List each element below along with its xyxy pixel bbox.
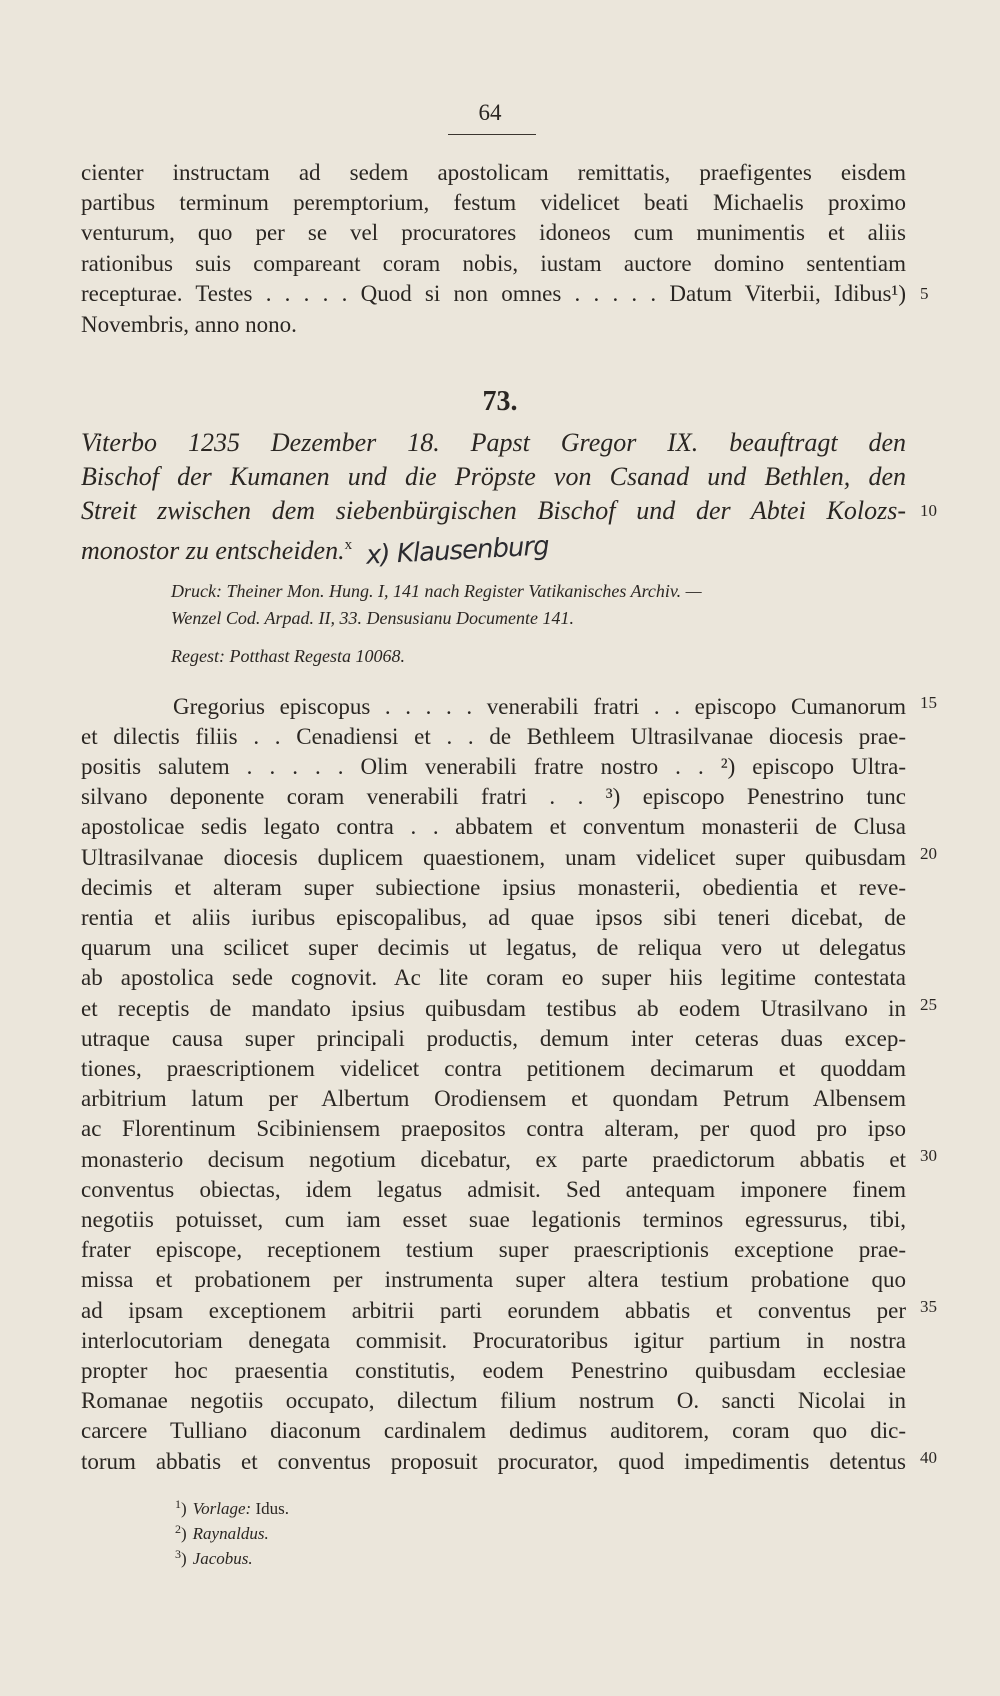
line-number: 5 <box>920 284 929 303</box>
bibliography-druck-2: Wenzel Cod. Arpad. II, 33. Densusianu Documente 141. <box>171 608 574 628</box>
line-number: 35 <box>920 1297 937 1316</box>
text-line: quarum una scilicet super decimis ut legatus, de reliqua vero ut delegatus <box>81 935 906 960</box>
text-line: et receptis de mandato ipsius quibusdam testibus ab eodem Utrasilvano in <box>81 996 906 1021</box>
text-line: apostolicae sedis legato contra . . abbatem et conventum monasterii de Clusa <box>81 814 906 839</box>
handwritten-reference-mark: x <box>344 537 353 553</box>
footnote-extra: Idus. <box>255 1499 289 1518</box>
footnote: $^3$) Jacobus. <box>175 1547 253 1568</box>
heading-line: Streit zwischen dem siebenbürgischen Bischof und der Abtei Kolozs- <box>81 496 906 525</box>
footnote-text: Vorlage: <box>192 1499 252 1518</box>
heading-line: Bischof der Kumanen und die Pröpste von Csanad und Bethlen, den <box>81 462 906 491</box>
text-line: arbitrium latum per Albertum Orodiensem et quondam Petrum Albensem <box>81 1086 906 1111</box>
line-number: 40 <box>920 1448 937 1467</box>
text-line: utraque causa super principali productis, demum inter ceteras duas excep- <box>81 1026 906 1051</box>
text-line: Gregorius episcopus . . . . . venerabili fratri . . episcopo Cumanorum <box>173 694 906 719</box>
text-line: missa et probationem per instrumenta super altera testium probatione quo <box>81 1267 906 1292</box>
text-line: propter hoc praesentia constitutis, eodem Penestrino quibusdam ecclesiae <box>81 1358 906 1383</box>
line-number: 20 <box>920 844 937 863</box>
footnote-text: Jacobus. <box>192 1549 253 1568</box>
line-number: 15 <box>920 693 937 712</box>
page-number: 64 <box>478 100 502 125</box>
text-line: positis salutem . . . . . Olim venerabili fratre nostro . . ²) episcopo Ultra- <box>81 754 906 779</box>
text-line: Romanae negotiis occupato, dilectum filium nostrum O. sancti Nicolai in <box>81 1388 906 1413</box>
line-number: 30 <box>920 1146 937 1165</box>
line-number: 10 <box>920 501 937 520</box>
text-line: torum abbatis et conventus proposuit procurator, quod impedimentis detentus <box>81 1449 906 1474</box>
footnote-label: 2 <box>175 1522 181 1536</box>
text-line: partibus terminum peremptorium, festum videlicet beati Michaelis proximo <box>81 190 906 215</box>
text-line: ad ipsam exceptionem arbitrii parti eorundem abbatis et conventus per <box>81 1298 906 1323</box>
footnote-label: 3 <box>175 1547 181 1561</box>
text-line: monasterio decisum negotium dicebatur, ex parte praedictorum abbatis et <box>81 1147 906 1172</box>
text-line: rationibus suis compareant coram nobis, iustam auctore domino sententiam <box>81 251 906 276</box>
text-line: venturum, quo per se vel procuratores idoneos cum munimentis et aliis <box>81 220 906 245</box>
footnote: $^2$) Raynaldus. <box>175 1522 269 1543</box>
text-line: rentia et aliis iuribus episcopalibus, ad quae ipsos sibi teneri dicebat, de <box>81 905 906 930</box>
document-number: 73. <box>482 386 518 417</box>
text-line: cienter instructam ad sedem apostolicam remittatis, praefigentes eisdem <box>81 160 906 185</box>
text-line: silvano deponente coram venerabili fratri . . ³) episcopo Penestrino tunc <box>81 784 906 809</box>
text-line: decimis et alteram super subiectione ipsius monasterii, obedientia et reve- <box>81 875 906 900</box>
text-line: negotiis potuisset, cum iam esset suae legationis terminos egressurus, tibi, <box>81 1207 906 1232</box>
text-line: interlocutoriam denegata commisit. Procuratoribus igitur partium in nostra <box>81 1328 906 1353</box>
text-line: Novembris, anno nono. <box>81 312 297 337</box>
text-line: conventus obiectas, idem legatus admisit. Sed antequam imponere finem <box>81 1177 906 1202</box>
text-line: tiones, praescriptionem videlicet contra petitionem decimarum et quoddam <box>81 1056 906 1081</box>
footnote: $^1$) Vorlage: Idus. <box>175 1497 289 1518</box>
heading-line: Viterbo 1235 Dezember 18. Papst Gregor IX. beauftragt den <box>81 428 906 457</box>
heading-line-text: monostor zu entscheiden. <box>81 536 345 565</box>
line-number: 25 <box>920 995 937 1014</box>
text-line: recepturae. Testes . . . . . Quod si non omnes . . . . . Datum Viterbii, Idibus¹) <box>81 281 906 306</box>
bibliography-druck-1: Druck: Theiner Mon. Hung. I, 141 nach Register Vatikanisches Archiv. — <box>171 581 702 601</box>
bibliography-regest: Regest: Potthast Regesta 10068. <box>171 646 405 666</box>
footnote-label: 1 <box>175 1497 181 1511</box>
text-line: Ultrasilvanae diocesis duplicem quaestionem, unam videlicet super quibusdam <box>81 845 906 870</box>
text-line: et dilectis filiis . . Cenadiensi et . . de Bethleem Ultrasilvanae diocesis prae- <box>81 724 906 749</box>
footnote-text: Raynaldus. <box>192 1524 269 1543</box>
text-line: frater episcope, receptionem testium super praescriptionis exceptione prae- <box>81 1237 906 1262</box>
text-line: ab apostolica sede cognovit. Ac lite coram eo super hiis legitime contestata <box>81 965 906 990</box>
text-line: ac Florentinum Scibiniensem praepositos contra alteram, per quod pro ipso <box>81 1116 906 1141</box>
handwritten-annotation: x) Klausenburg <box>365 531 550 571</box>
text-line: carcere Tulliano diaconum cardinalem dedimus auditorem, coram quo dic- <box>81 1418 906 1443</box>
